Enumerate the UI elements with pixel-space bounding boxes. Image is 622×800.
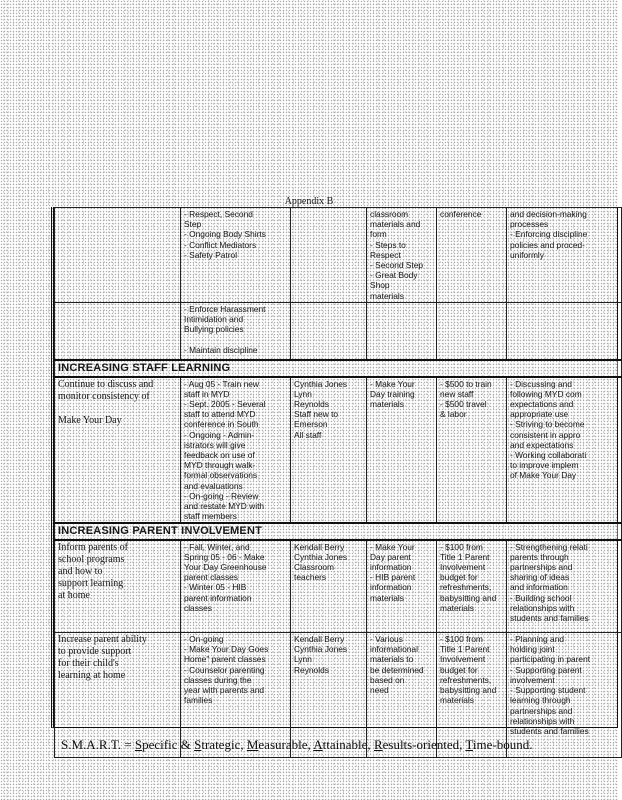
cell-line: families: [184, 695, 213, 706]
table-row: [55, 208, 622, 303]
cell-line: - Supporting student: [510, 685, 586, 696]
cell-line: Kendall Berry: [294, 634, 345, 645]
cell-line: Increase parent ability: [58, 634, 147, 646]
cell-line: - Maintain discipline: [184, 344, 258, 355]
cell-line: Lynn: [294, 388, 312, 399]
cell-line: at home: [58, 589, 90, 601]
cell-line: expectations and: [510, 398, 574, 409]
footer-initial: A: [313, 737, 323, 752]
cell-line: Involvement: [440, 654, 486, 665]
cell-responsible: [291, 208, 367, 303]
cell-line: uniformly: [510, 249, 544, 260]
cell-activities: [181, 377, 291, 524]
cell-line: [58, 209, 177, 221]
appendix-label: Appendix B: [284, 196, 334, 207]
cell-line: Bullying policies: [184, 324, 244, 335]
cell-line: sharing of ideas: [510, 572, 570, 583]
cell-line: Emerson: [294, 419, 328, 430]
cell-line: materials: [370, 290, 404, 301]
cell-line: informational: [370, 644, 418, 655]
cell-line: - Conflict Mediators: [184, 239, 257, 250]
cell-line: - Safety Patrol: [184, 249, 238, 260]
footer-text: pecific &: [142, 737, 195, 752]
cell-line: materials: [440, 695, 474, 706]
cell-line: - Counselor parenting: [184, 664, 265, 675]
cell-line: [294, 304, 363, 314]
cell-line: materials: [370, 398, 404, 409]
cell-line: partnerships and: [510, 561, 573, 572]
cell-line: - Working collaborati: [510, 449, 587, 460]
cell-line: - $500 travel: [440, 398, 487, 409]
cell-cost: [437, 540, 507, 633]
cell-line: materials and: [370, 219, 421, 230]
cell-line: information: [370, 582, 412, 593]
cell-line: Classroom: [294, 561, 335, 572]
cell-line: - Ongoing Body Shirts: [184, 229, 266, 240]
cell-line: istrators will give: [184, 439, 246, 450]
table-row: [55, 540, 622, 633]
cell-line: - Second Step: [370, 260, 424, 271]
section-title: INCREASING STAFF LEARNING: [55, 360, 622, 376]
cell-resources: [367, 377, 437, 524]
cell-line: following MYD com: [510, 388, 582, 399]
cell-line: relationships with: [510, 602, 575, 613]
cell-line: - Great Body: [370, 270, 418, 281]
cell-activities: [181, 302, 291, 360]
cell-line: and how to: [58, 565, 103, 577]
cell-line: Involvement: [440, 561, 486, 572]
cell-line: form: [370, 229, 387, 240]
cell-line: staff to attend MYD: [184, 409, 256, 420]
cell-line: - HIB parent: [370, 572, 416, 583]
cell-line: need: [370, 685, 389, 696]
cell-line: policies and proced-: [510, 239, 585, 250]
cell-activities: [181, 208, 291, 303]
cell-line: Cynthia Jones: [294, 644, 348, 655]
cell-line: & labor: [440, 409, 467, 420]
section-header-row: [55, 523, 622, 539]
cell-line: - Make Your: [370, 541, 415, 552]
cell-line: be determined: [370, 664, 424, 675]
cell-line: - Make Your Day Goes: [184, 644, 269, 655]
footer-initial: M: [246, 737, 259, 752]
cell-line: - Planning and: [510, 634, 565, 645]
cell-line: - On-going: [184, 634, 224, 645]
cell-line: Home" parent classes: [184, 654, 266, 665]
cell-line: - Enforce Harassment: [184, 303, 266, 314]
cell-goal: [55, 377, 181, 524]
cell-line: relationships with: [510, 715, 575, 726]
cell-line: Intimidation and: [184, 314, 244, 325]
cell-line: - Strengthening relati: [510, 541, 588, 552]
cell-line: to provide support: [58, 646, 132, 658]
cell-line: Cynthia Jones: [294, 378, 348, 389]
cell-line: Cynthia Jones: [294, 551, 348, 562]
footer-initial: R: [373, 737, 383, 752]
cell-line: materials to: [370, 654, 414, 665]
cell-line: [440, 304, 503, 314]
cell-line: - Discussing and: [510, 378, 572, 389]
cell-line: babysitting and: [440, 685, 497, 696]
cell-line: parents through: [510, 551, 569, 562]
cell-line: [58, 304, 177, 316]
cell-responsible: [291, 377, 367, 524]
cell-line: partnerships and: [510, 705, 573, 716]
cell-line: consistent in appro: [510, 429, 581, 440]
cell-goal: [55, 540, 181, 633]
cell-line: appropriate use: [510, 409, 569, 420]
cell-line: students and families: [510, 613, 589, 623]
cell-line: learning at home: [58, 670, 126, 682]
cell-line: Reynolds: [294, 398, 329, 409]
cell-line: - Steps to: [370, 239, 406, 250]
cell-line: [510, 304, 618, 314]
cell-line: Step: [184, 219, 202, 230]
footer-initial: S: [194, 737, 202, 752]
footer-text: esults-oriented,: [382, 737, 466, 752]
cell-line: - Striving to become: [510, 419, 585, 430]
cell-line: - Make Your: [370, 378, 415, 389]
cell-line: students and families: [510, 725, 589, 736]
cell-line: formal observations: [184, 470, 258, 481]
cell-line: - Sept. 2005 - Several: [184, 398, 266, 409]
cell-line: MYD through walk-: [184, 460, 256, 471]
cell-line: [184, 334, 287, 344]
footer-text: S.M.A.R.T. =: [61, 737, 135, 752]
cell-resources: [367, 208, 437, 303]
cell-line: Title 1 Parent: [440, 644, 490, 655]
cell-line: holding joint: [510, 644, 555, 655]
cell-line: [294, 209, 363, 219]
cell-line: processes: [510, 219, 549, 230]
cell-line: Respect: [370, 249, 401, 260]
cell-line: materials: [440, 602, 474, 613]
cell-evaluation: [507, 377, 622, 524]
cell-line: - $100 from: [440, 541, 483, 552]
cell-line: Kendall Berry: [294, 541, 345, 552]
table-body: [55, 208, 622, 758]
cell-line: based on: [370, 674, 405, 685]
footer-text: ime-bound.: [472, 737, 533, 752]
cell-line: conference: [440, 209, 482, 219]
cell-responsible: [291, 302, 367, 360]
cell-line: parent information: [184, 592, 252, 603]
cell-evaluation: [507, 208, 622, 303]
table-row: [55, 377, 622, 524]
cell-line: Day parent: [370, 551, 411, 562]
cell-line: Inform parents of: [58, 541, 128, 553]
cell-line: participating in parent: [510, 654, 591, 665]
cell-line: and expectations: [510, 439, 574, 450]
cell-line: Staff new to: [294, 409, 339, 420]
cell-line: classes: [184, 602, 212, 613]
cell-line: Lynn: [294, 654, 312, 665]
cell-line: and decision-making: [510, 209, 587, 219]
cell-line: teachers: [294, 572, 327, 583]
footer-initial: T: [465, 737, 473, 752]
cell-cost: [437, 208, 507, 303]
cell-resources: [367, 302, 437, 360]
cell-line: school programs: [58, 553, 125, 565]
cell-line: conference in South: [184, 419, 259, 430]
cell-goal: [55, 208, 181, 303]
cell-line: - $100 from: [440, 634, 483, 645]
plan-table: [54, 207, 622, 758]
cell-line: classroom: [370, 209, 409, 219]
cell-line: [370, 304, 433, 314]
cell-line: refreshments,: [440, 582, 492, 593]
cell-line: staff in MYD: [184, 388, 230, 399]
cell-line: support learning: [58, 577, 124, 589]
cell-line: - Fall, Winter, and: [184, 541, 250, 552]
cell-line: - Enforcing discipline: [510, 229, 588, 240]
cell-line: new staff: [440, 388, 474, 399]
cell-line: and evaluations: [184, 480, 243, 491]
cell-line: for their child's: [58, 658, 119, 670]
cell-line: Reynolds: [294, 664, 329, 675]
cell-line: of Make Your Day: [510, 470, 577, 481]
cell-line: classes during the: [184, 674, 252, 685]
cell-line: Day training: [370, 388, 415, 399]
cell-line: - On-going - Review: [184, 490, 259, 501]
section-header-row: [55, 360, 622, 376]
cell-line: babysitting and: [440, 592, 497, 603]
cell-line: - Respect, Second: [184, 209, 253, 219]
footer-text: trategic,: [201, 737, 247, 752]
cell-line: - Ongoing - Admin-: [184, 429, 255, 440]
cell-line: Shop: [370, 280, 390, 291]
cell-line: [58, 403, 177, 415]
cell-line: involvement: [510, 674, 555, 685]
footer-initial: S: [134, 737, 143, 752]
smart-footer: [61, 737, 621, 753]
cell-line: materials: [370, 592, 404, 603]
cell-cost: [437, 377, 507, 524]
cell-line: staff members: [184, 511, 237, 522]
cell-line: Continue to discuss and: [58, 378, 154, 390]
cell-line: year with parents and: [184, 685, 265, 696]
footer-text: easurable,: [258, 737, 314, 752]
cell-line: to improve implem: [510, 460, 579, 471]
cell-resources: [367, 540, 437, 633]
cell-line: and restate MYD with: [184, 500, 265, 511]
cell-line: Spring 05 - 06 - Make: [184, 551, 265, 562]
action-plan-table: [51, 207, 618, 736]
cell-goal: [55, 302, 181, 360]
cell-cost: [437, 302, 507, 360]
cell-evaluation: [507, 540, 622, 633]
table-row: [55, 302, 622, 360]
cell-line: budget for: [440, 664, 478, 675]
cell-line: Your Day Greenhouse: [184, 561, 267, 572]
cell-line: - Supporting parent: [510, 664, 582, 675]
cell-line: parent classes: [184, 572, 238, 583]
cell-line: Make Your Day: [58, 414, 122, 426]
cell-line: information: [370, 561, 412, 572]
cell-evaluation: [507, 302, 622, 360]
cell-responsible: [291, 540, 367, 633]
cell-line: - Winter 05 - HIB: [184, 582, 247, 593]
cell-line: monitor consistency of: [58, 390, 150, 402]
cell-line: budget for: [440, 572, 478, 583]
cell-activities: [181, 540, 291, 633]
cell-line: - Aug 05 - Train new: [184, 378, 259, 389]
cell-line: learning through: [510, 695, 571, 706]
cell-line: All staff: [294, 429, 322, 440]
cell-line: - Building school: [510, 592, 572, 603]
cell-line: - Various: [370, 634, 403, 645]
section-title: INCREASING PARENT INVOLVEMENT: [55, 523, 622, 539]
cell-line: and information: [510, 582, 568, 593]
footer-text: ttainable,: [322, 737, 374, 752]
cell-line: refreshments,: [440, 674, 492, 685]
cell-line: - $500 to train: [440, 378, 492, 389]
cell-line: feedback on use of: [184, 449, 255, 460]
cell-line: Title 1 Parent: [440, 551, 490, 562]
